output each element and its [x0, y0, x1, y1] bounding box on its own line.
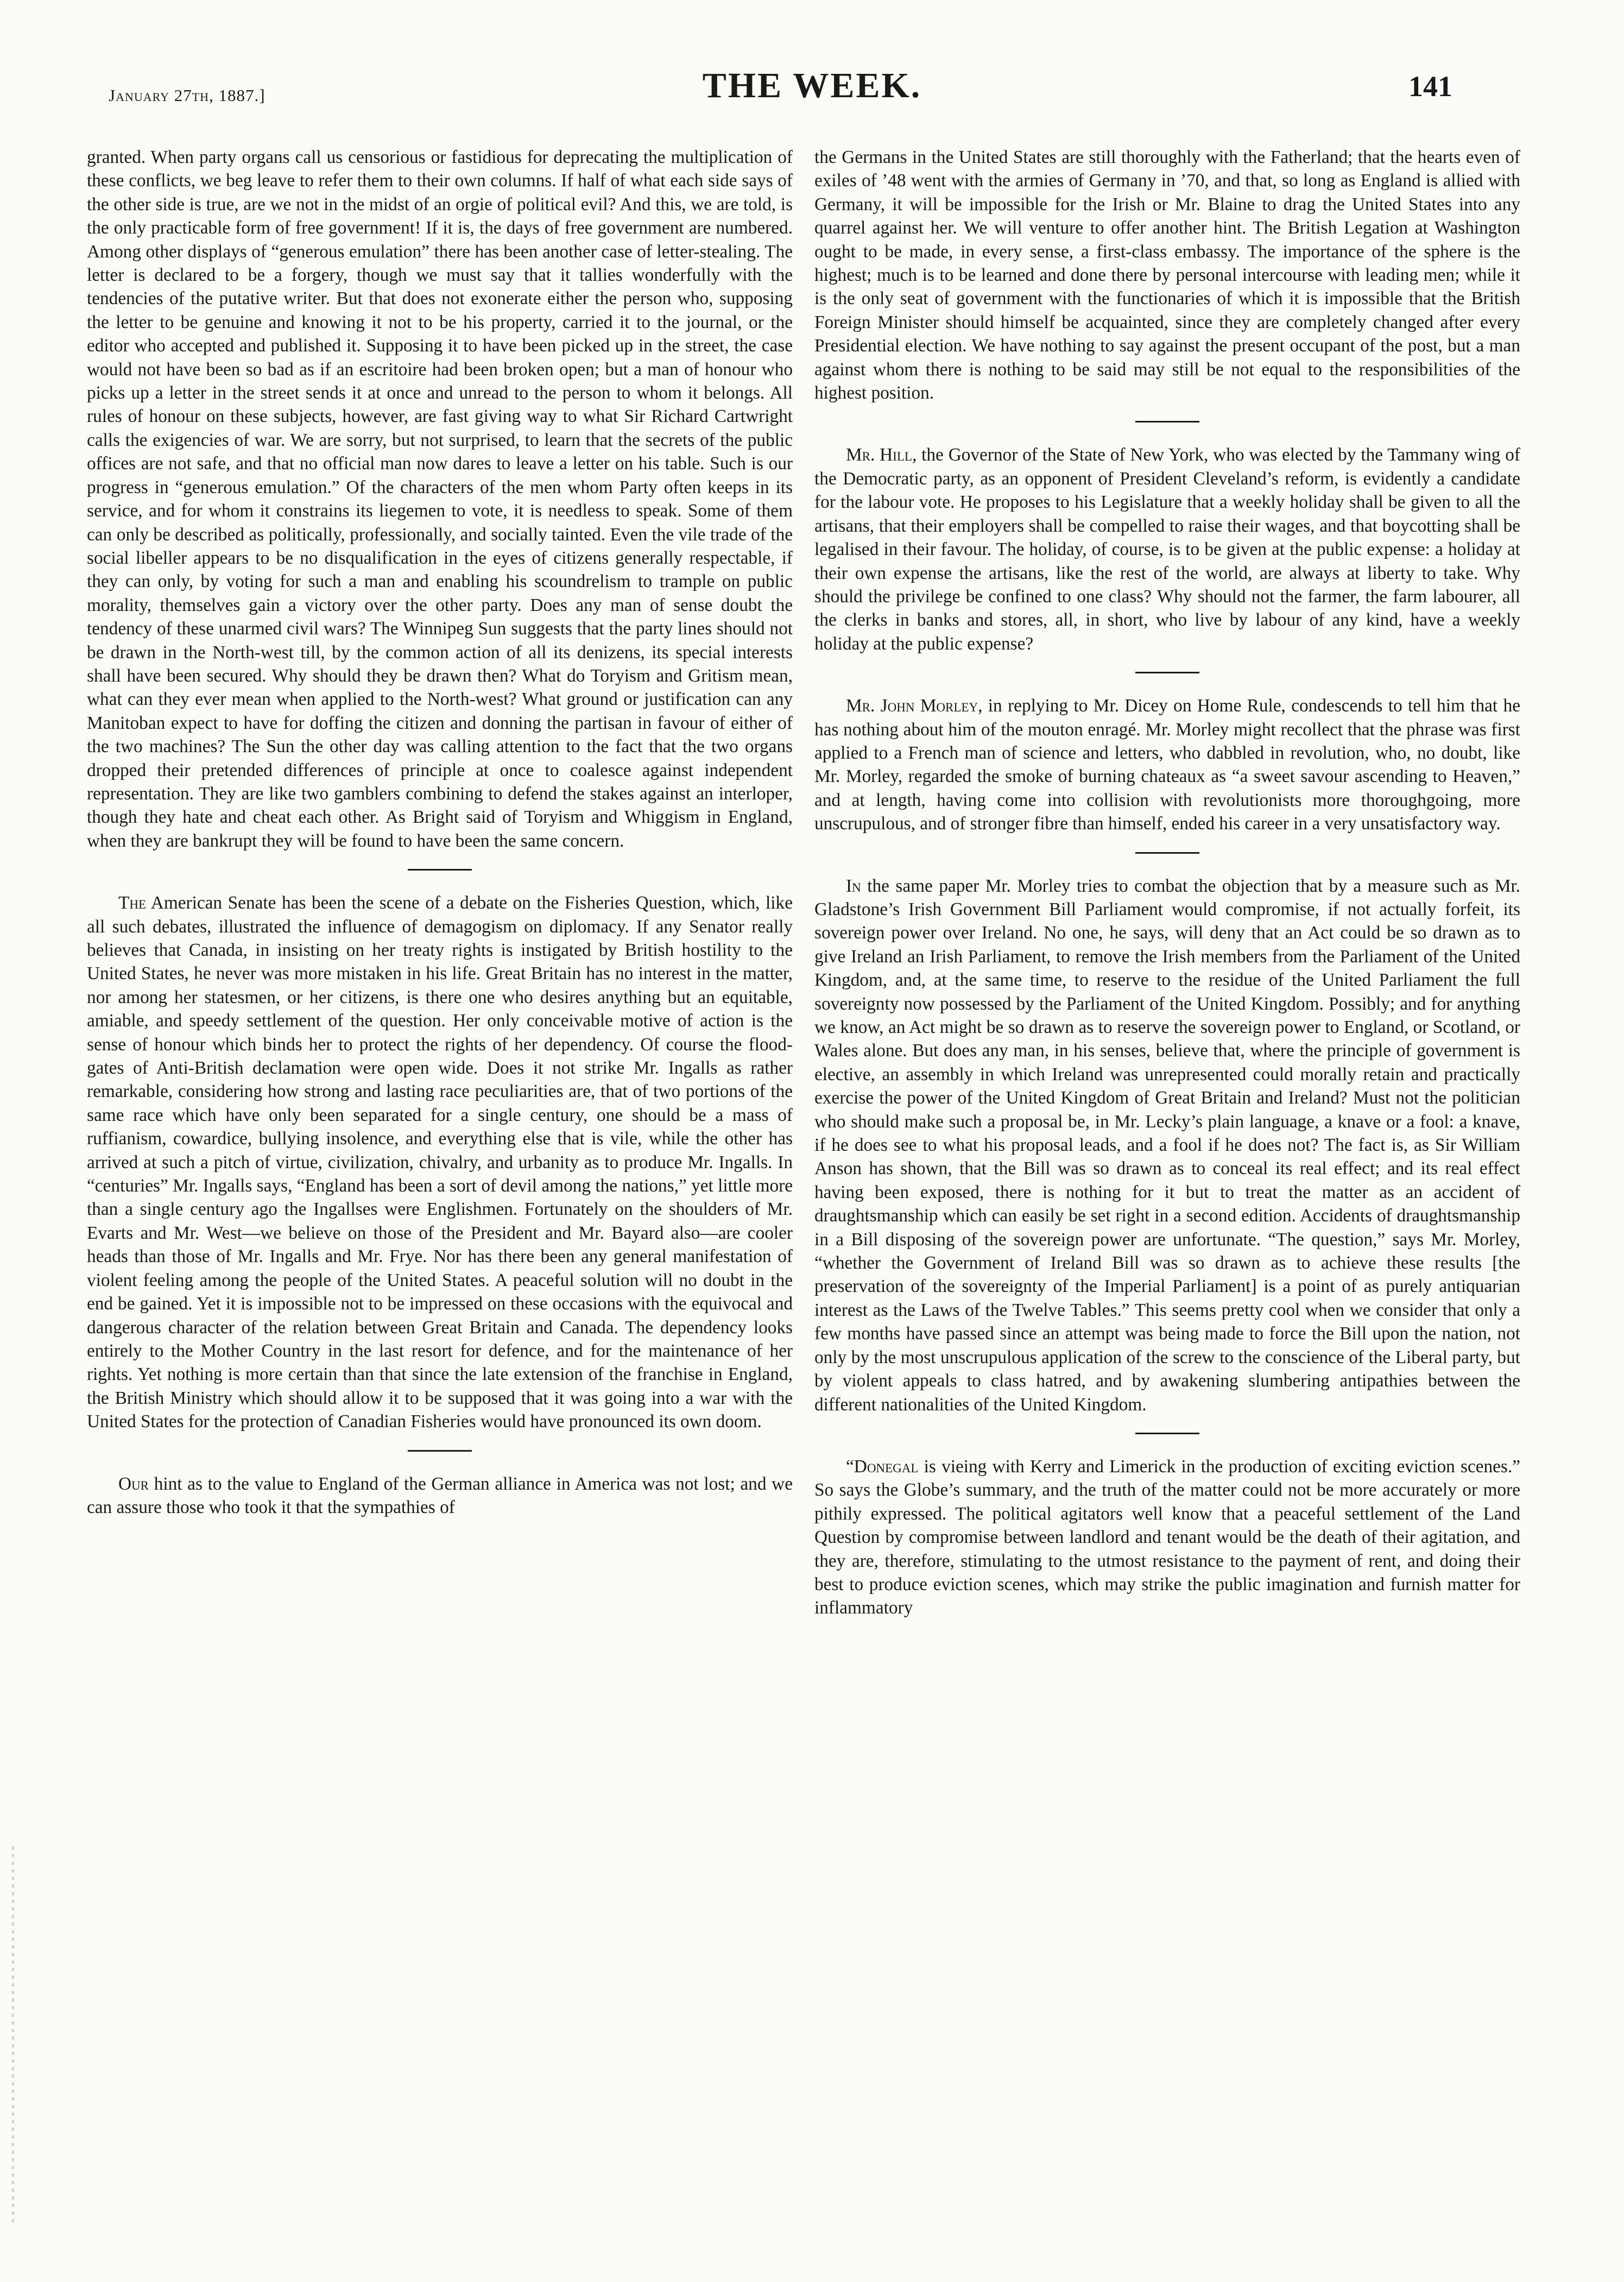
- issue-date: January 27th, 1887.]: [109, 86, 266, 105]
- paragraph-text: the same paper Mr. Morley tries to combat the objection that by a measure such as Mr. Gladstone’s Irish Government Bill Parliament would compromise, if not actually forfeit, its sovereign power over Ireland. No one, he says, will deny that an Act could be so drawn as to give Ireland an Irish Parliament, to remove the Irish members from the Parliament of the United Kingdom, and, at the same time, to reserve to the residue of the United Parliament the full sovereignty now possessed by the Parliament of the United Kingdom. Possibly; and for anything we know, an Act might be so drawn as to reserve the sovereign power to England, or Scotland, or Wales alone. But does any man, in his senses, believe that, where the principle of government is elective, an assembly in which Ireland was unrepresented could morally retain and practically exercise the power of the United Kingdom of Great Britain and Ireland? Must not the politician who should make such a proposal be, in Mr. Lecky’s plain language, a knave or a fool: a knave, if he does see to what his proposal leads, and a fool if he does not? The fact is, as Sir William Anson has shown, that the Bill was so drawn as to conceal its real effect; and its real effect having been exposed, there is nothing for it but to treat the matter as an accident of draughtsmanship which can easily be set right in a second edition. Accidents of draughtsmanship in a Bill disposing of the sovereign power are unfortunate. “The question,” says Mr. Morley, “whether the Government of Ireland Bill was so drawn as to achieve these results [the preservation of the sovereignty of the Imperial Parliament] is a point of as purely antiquarian interest as the Laws of the Twelve Tables.” This seems pretty cool when we consider that only a few months have passed since an attempt was being made to force the Bill upon the nation, not only by the most unscrupulous application of the screw to the conscience of the Liberal party, but by violent appeals to class hatred, and by awakening slumbering antipathies between the different nationalities of the United Kingdom.: [814, 875, 1520, 1415]
- page-header: [0, 65, 1624, 125]
- section-divider: [1135, 421, 1199, 423]
- lead-word: Our: [118, 1473, 149, 1494]
- left-column: [87, 146, 793, 1519]
- paragraph-germans-fatherland: the Germans in the United States are still thoroughly with the Fatherland; that the hearts even of exiles of ’48 went with the armies of Germany in ’70, and that, so long as England is allied with Germany, it will be impossible for the Irish or Mr. Blaine to drag the United States into any quarrel against her. We will venture to offer another hint. The British Legation at Washington ought to be made, in every sense, a first-class embassy. The importance of the sphere is the highest; much is to be learned and done there by personal intercourse with leading men; while it is the only seat of government with the functionaries of which it is impossible that the British Foreign Minister should himself be acquainted, since they are completely changed after every Presidential election. We have nothing to say against the present occupant of the post, but a man against whom there is nothing to be said may still be not equal to the responsibilities of the highest position.: [814, 147, 1520, 404]
- lead-word: “Donegal: [846, 1456, 919, 1477]
- section-divider: [1135, 672, 1199, 673]
- paragraph-text: is vieing with Kerry and Limerick in the production of exciting eviction scenes.” So says the Globe’s summary, and the truth of the matter could not be more accurately or more pithily expressed. The political agitators well know that a peaceful settlement of the Land Question by compromise between landlord and tenant would be the death of their agitation, and they are, therefore, stimulating to the utmost resistance to the payment of rent, and doing their best to produce eviction scenes, which may strike the public imagination and furnish matter for inflammatory: [814, 1456, 1520, 1618]
- masthead-title: THE WEEK.: [702, 66, 922, 105]
- paragraph-text: in replying to Mr. Dicey on Home Rule, condescends to tell him that he has nothing about him of the mouton enragé. Mr. Morley might recollect that the phrase was first applied to a French man of science and letters, who dabbled in revolution, who, no doubt, like Mr. Morley, regarded the smoke of burning chateaux as “a sweet savour ascending to Heaven,” and at length, having come into collision with revolutionists more thoroughgoing, more unscrupulous, and of stronger fibre than himself, ended his career in a very unsatisfactory way.: [814, 696, 1520, 834]
- lead-word: In: [846, 875, 861, 896]
- section-divider: [408, 1450, 472, 1452]
- right-column: [814, 146, 1520, 1620]
- lead-word: The: [118, 893, 146, 913]
- paragraph-mr-hill: [814, 443, 1520, 655]
- section-divider: [1135, 1433, 1199, 1434]
- paragraph-irish-bill: [814, 874, 1520, 1416]
- section-divider: [1135, 852, 1199, 854]
- paragraph-party-organs: granted. When party organs call us censorious or fastidious for deprecating the multiplication of these conflicts, we beg leave to refer them to their own columns. If half of what each side says of the other side is true, are we not in the midst of an orgie of political evil? And this, we are told, is the only practicable form of free government! If it is, the days of free government are numbered. Among other displays of “generous emulation” there has been another case of letter-stealing. The letter is declared to be a forgery, though we must say that it tallies wonderfully with the tendencies of the putative writer. But that does not exonerate either the person who, supposing the letter to be genuine and knowing it not to be his property, carried it to the journal, or the editor who accepted and published it. Supposing it to have been picked up in the street, the case would not have been so bad as if an escritoire had been broken open; but a man of honour who picks up a letter in the street sends it at once and unread to the person to whom it belongs. All rules of honour on these subjects, however, are fast giving way to what Sir Richard Cartwright calls the exigencies of war. We are sorry, but not surprised, to learn that the secrets of the public offices are not safe, and that no official man now dares to leave a letter on his table. Such is our progress in “generous emulation.” Of the characters of the men whom Party often keeps in its service, and for whom it constrains its liegemen to vote, it is needless to speak. Some of them can only be described as politically, professionally, and socially tainted. Even the vile trade of the social libeller appears to be no disqualification in the eyes of citizens generally respectable, if they can only, by voting for such a man and enabling his scoundrelism to trample on public morality, themselves gain a victory over the other party. Does any man of sense doubt the tendency of these unarmed civil wars? The Winnipeg Sun suggests that the party lines should not be drawn in the North-west till, by the common action of all its denizens, its special interests shall have been secured. Why should they be drawn then? What do Toryism and Gritism mean, what can they ever mean when applied to the North-west? What ground or justification can any Manitoban expect to have for doffing the citizen and donning the partisan in favour of either of the two machines? The Sun the other day was calling attention to the fact that the two organs dropped their pretended differences of principle at once to coalesce against independent representation. They are like two gamblers combining to defend the stakes against an interloper, though they hate and cheat each other. As Bright said of Toryism and Whiggism in England, when they are bankrupt they will be found to have been the same concern.: [87, 147, 793, 851]
- section-divider: [408, 869, 472, 871]
- lead-word: Mr. Hill,: [846, 445, 917, 465]
- paragraph-german-alliance: [87, 1472, 793, 1520]
- paragraph-text: American Senate has been the scene of a debate on the Fisheries Question, which, like all such debates, illustrated the influence of demagogism on diplomacy. If any Senator really believes that Canada, in insisting on her treaty rights is instigated by British hostility to the United States, he never was more mistaken in his life. Great Britain has no interest in the matter, nor among her statesmen, or her citizens, is there one who desires anything but an equitable, amiable, and speedy settlement of the question. Her only conceivable motive of action is the sense of honour which binds her to protect the rights of her dependency. Of course the flood-gates of Anti-British declamation were open wide. Does it not strike Mr. Ingalls as rather remarkable, considering how strong and lasting race peculiarities are, that of two portions of the same race which have only been separated for a single century, one should be a mass of ruffianism, cowardice, bullying insolence, and everything else that is vile, while the other has arrived at such a pitch of virtue, civilization, chivalry, and urbanity as to produce Mr. Ingalls. In “centuries” Mr. Ingalls says, “England has been a sort of devil among the nations,” yet little more than a single century ago the Ingallses were Englishmen. Fortunately on the shoulders of Mr. Evarts and Mr. West—we believe on those of the President and Mr. Bayard also—are cooler heads than those of Mr. Ingalls and Mr. Frye. Nor has there been any general manifestation of violent feeling among the people of the United States. A peaceful solution will no doubt in the end be gained. Yet it is impossible not to be impressed on these occasions with the equivocal and dangerous character of the relation between Great Britain and Canada. The dependency looks entirely to the Mother Country in the last resort for defence, and for the maintenance of her rights. Yet nothing is more certain than that since the late extension of the franchise in England, the British Ministry which should allow it to be supposed that it was going into a war with the United States for the protection of Canadian Fisheries would have pronounced its own doom.: [87, 893, 793, 1432]
- page-number: 141: [1408, 70, 1452, 103]
- paragraph-text: the Governor of the State of New York, who was elected by the Tammany wing of the Democratic party, as an opponent of President Cleveland’s reform, is evidently a candidate for the labour vote. He proposes to his Legislature that a weekly holiday shall be given to all the artisans, that their employers shall be compelled to raise their wages, and that boycotting shall be legalised in their favour. The holiday, of course, is to be given at the public expense: a holiday at their own expense the artisans, like the rest of the world, are always at liberty to take. Why should the privilege be confined to one class? Why should not the farmer, the farm labourer, all the clerks in banks and stores, all, in short, who live by labour of any kind, have a weekly holiday at the public expense?: [814, 445, 1520, 654]
- lead-word: Mr. John Morley,: [846, 696, 983, 716]
- binding-edge-mark: [12, 1846, 14, 2227]
- paragraph-donegal: [814, 1455, 1520, 1620]
- paragraph-american-senate: [87, 891, 793, 1433]
- paragraph-john-morley: [814, 694, 1520, 835]
- paragraph-text: hint as to the value to England of the German alliance in America was not lost; and we can assure those who took it that the sympathies of: [87, 1473, 793, 1517]
